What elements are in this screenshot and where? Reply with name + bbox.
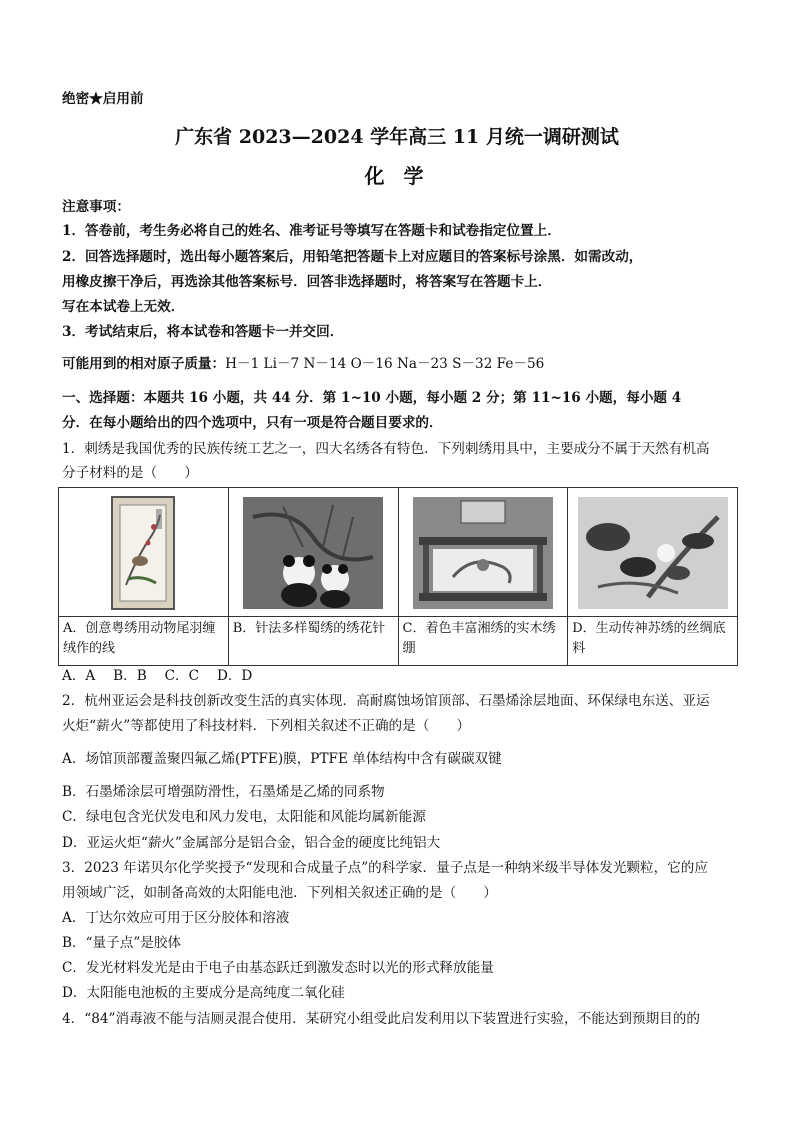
secret-label: 绝密★启用前	[62, 91, 144, 107]
silk-embroidery-image	[578, 497, 728, 609]
q2-option-a: A．场馆顶部覆盖聚四氟乙烯(PTFE)膜，PTFE 单体结构中含有碳碳双键	[62, 751, 502, 767]
q1-caption-b: B．针法多样蜀绣的绣花针	[228, 617, 398, 666]
note-2c: 写在本试卷上无效．	[62, 299, 185, 315]
q1-image-c-cell	[398, 488, 568, 617]
q3-stem-line1: 3．2023 年诺贝尔化学奖授予“发现和合成量子点”的科学家．量子点是一种纳米级半导体发光颗粒，它的应	[62, 860, 708, 876]
q1-caption-a: A．创意粤绣用动物尾羽缠绒作的线	[59, 617, 229, 666]
q1-image-a-cell	[59, 488, 229, 617]
q1-image-d-cell	[568, 488, 738, 617]
panda-embroidery-image	[243, 497, 383, 609]
q1-stem-line1: 1．刺绣是我国优秀的民族传统工艺之一，四大名绣各有特色．下列刺绣用具中，主要成分不属于天然有机高	[62, 441, 710, 457]
q1-image-table	[58, 487, 738, 666]
q1-caption-c: C．着色丰富湘绣的实木绣绷	[398, 617, 568, 666]
q1-image-b-cell	[228, 488, 398, 617]
q1-caption-d: D．生动传神苏绣的丝绸底料	[568, 617, 738, 666]
q1-answer-options: A．A B．B C．C D．D	[62, 668, 253, 684]
q3-option-b: B．“量子点”是胶体	[62, 935, 182, 951]
note-1: 1．答卷前，考生务必将自己的姓名、准考证号等填写在答题卡和试卷指定位置上．	[62, 223, 561, 239]
q1-stem-line2: 分子材料的是（ ）	[62, 465, 198, 481]
atomic-mass-values: H－1 Li－7 N－14 O－16 Na－23 S－32 Fe－56	[225, 356, 545, 372]
q2-stem-line1: 2．杭州亚运会是科技创新改变生活的真实体现．高耐腐蚀场馆顶部、石墨烯涂层地面、环保绿电东送、亚运	[62, 693, 710, 709]
notes-heading: 注意事项：	[62, 199, 130, 215]
q2-option-b: B．石墨烯涂层可增强防滑性，石墨烯是乙烯的同系物	[62, 784, 385, 800]
note-2a: 2．回答选择题时，选出每小题答案后，用铅笔把答题卡上对应题目的答案标号涂黑．如需改动，	[62, 249, 643, 265]
q4-stem-line1: 4．“84”消毒液不能与洁厕灵混合使用．某研究小组受此启发利用以下装置进行实验，不能达到预期目的的	[62, 1011, 700, 1027]
q3-option-c: C．发光材料发光是由于电子由基态跃迁到激发态时以光的形式释放能量	[62, 960, 494, 976]
q2-option-d: D．亚运火炬“薪火”金属部分是铝合金，铝合金的硬度比纯铝大	[62, 835, 441, 851]
q2-stem-line2: 火炬“薪火”等都使用了科技材料．下列相关叙述不正确的是（ ）	[62, 718, 471, 734]
q3-stem-line2: 用领域广泛，如制备高效的太阳能电池．下列相关叙述正确的是（ ）	[62, 885, 497, 901]
exam-title: 广东省 2023—2024 学年高三 11 月统一调研测试	[175, 126, 619, 148]
scroll-painting-image	[108, 495, 178, 611]
section1-line1: 一、选择题：本题共 16 小题，共 44 分．第 1~10 小题，每小题 2 分；第 11~16 小题，每小题 4	[62, 390, 682, 406]
note-3: 3．考试结束后，将本试卷和答题卡一并交回．	[62, 324, 344, 340]
atomic-mass-label: 可能用到的相对原子质量：	[62, 356, 226, 372]
note-2b: 用橡皮擦干净后，再选涂其他答案标号．回答非选择题时，将答案写在答题卡上．	[62, 274, 552, 290]
section1-line2: 分．在每小题给出的四个选项中，只有一项是符合题目要求的．	[62, 415, 443, 431]
q3-option-a: A．丁达尔效应可用于区分胶体和溶液	[62, 910, 290, 926]
atomic-mass-line	[62, 355, 742, 373]
embroidery-frame-image	[413, 497, 553, 609]
q2-option-c: C．绿电包含光伏发电和风力发电，太阳能和风能均属新能源	[62, 809, 426, 825]
q3-option-d: D．太阳能电池板的主要成分是高纯度二氧化硅	[62, 985, 345, 1001]
subject-title: 化 学	[364, 164, 430, 188]
